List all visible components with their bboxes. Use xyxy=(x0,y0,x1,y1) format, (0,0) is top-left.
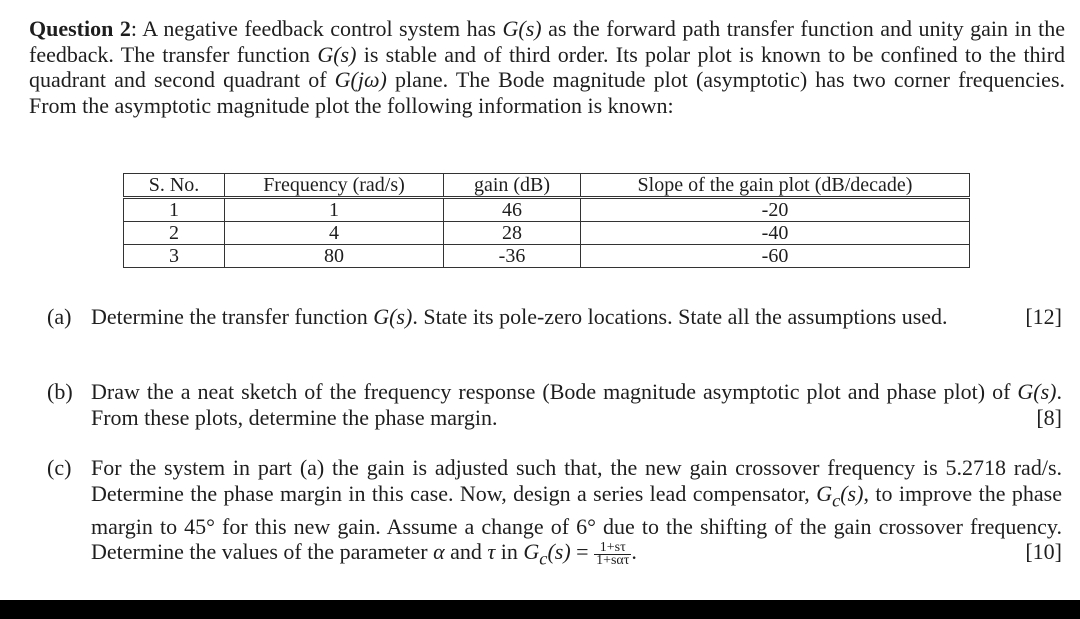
table-header-row xyxy=(124,174,970,198)
part-a-label: (a) xyxy=(47,304,72,329)
table-cell: 1 xyxy=(225,198,444,222)
table-row xyxy=(124,245,970,268)
table-cell: 28 xyxy=(444,222,581,245)
part-b-label: (b) xyxy=(47,379,73,404)
table-header-frequency: Frequency (rad/s) xyxy=(225,174,444,198)
table-cell: 46 xyxy=(444,198,581,222)
asymptotic-data-table xyxy=(123,173,970,268)
table-header-slope: Slope of the gain plot (dB/decade) xyxy=(581,174,970,198)
table-header-gain: gain (dB) xyxy=(444,174,581,198)
table-header-sno: S. No. xyxy=(124,174,225,198)
table-cell: 3 xyxy=(124,245,225,268)
question-statement: Question 2: A negative feedback control system has G(s) as the forward path transfer function and unity gain in the feedback. The transfer function G(s) is stable and of third order. Its polar plot is known to be confined to the third quadrant and second quadrant of G(jω) plane. The Bode magnitude plot (asymptotic) has two corner frequencies. From the asymptotic magnitude plot the following information is known: xyxy=(29,16,1066,118)
table-row xyxy=(124,198,970,222)
part-a-text: Determine the transfer function G(s). State its pole-zero locations. State all the assumptions used. [12] xyxy=(91,304,1062,329)
table-cell: -60 xyxy=(581,245,970,268)
part-b xyxy=(47,379,1062,430)
table-cell: -36 xyxy=(444,245,581,268)
question-label: Question 2 xyxy=(29,16,131,41)
table-cell: 1 xyxy=(124,198,225,222)
table-cell: -40 xyxy=(581,222,970,245)
bottom-black-bar xyxy=(0,600,1080,619)
part-c-label: (c) xyxy=(47,455,72,480)
table-cell: 80 xyxy=(225,245,444,268)
table-row xyxy=(124,222,970,245)
part-c-text: For the system in part (a) the gain is adjusted such that, the new gain crossover frequency is 5.2718 rad/s. Determine the phase margin in this case. Now, design a series lead compensator, $G_c(s)$, to improve the phase margin to 45° for this new gain. Assume a change of 6° due to the shifting of the gain crossover frequency. Determine the values of the parameter α and τ in $G_c(s)$ = $\frac{1+s\tau}{\text{1+sατ}}$ . [10] xyxy=(91,455,1062,569)
part-c-marks: [10] xyxy=(1025,539,1062,565)
table-cell: -20 xyxy=(581,198,970,222)
lead-compensator-fraction: $\frac{1+s\tau}{\text{1+sατ}}$ xyxy=(596,539,630,568)
table-cell: 2 xyxy=(124,222,225,245)
part-b-text: Draw the a neat sketch of the frequency response (Bode magnitude asymptotic plot and phase plot) of G(s). From these plots, determine the phase margin. [8] xyxy=(91,379,1062,430)
part-c xyxy=(47,455,1062,572)
part-a-marks: [12] xyxy=(1025,304,1062,329)
part-b-marks: [8] xyxy=(1036,404,1062,430)
table-cell: 4 xyxy=(225,222,444,245)
part-a xyxy=(47,304,1062,330)
